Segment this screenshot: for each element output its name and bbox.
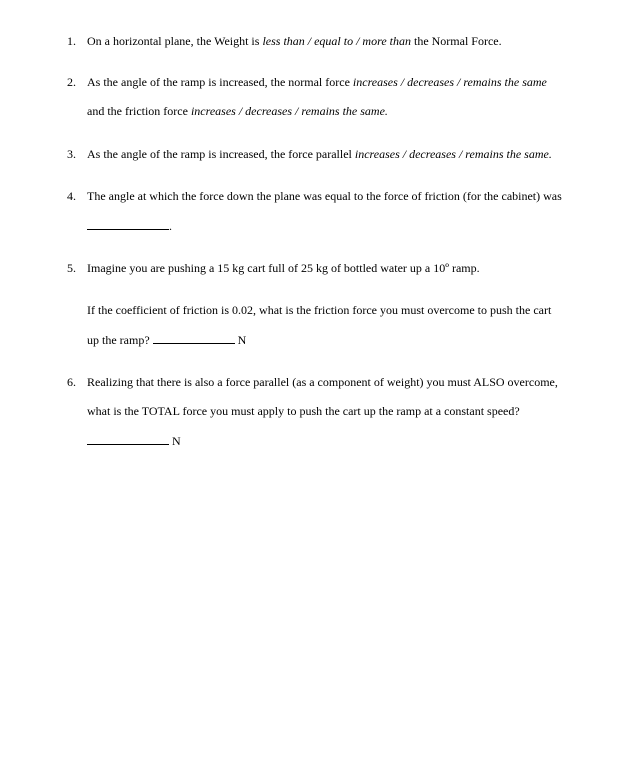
question-text: the Normal Force. xyxy=(410,34,502,48)
answer-blank[interactable] xyxy=(87,218,169,230)
question-number: 3. xyxy=(67,147,76,161)
question-1-line-1 xyxy=(87,34,502,48)
question-5-line-3 xyxy=(87,332,246,347)
blank-suffix: . xyxy=(169,219,172,233)
question-text: up the ramp? xyxy=(87,333,153,347)
answer-choices: less than / equal to / more than xyxy=(262,34,411,48)
question-number: 1. xyxy=(67,34,76,48)
question-text: Imagine you are pushing a 15 kg cart full of 25 kg of bottled water up a 10º ramp. xyxy=(87,261,480,275)
question-text: If the coefficient of friction is 0.02, what is the friction force you must overcome to push the cart xyxy=(87,303,552,317)
question-2-line-1 xyxy=(87,75,547,89)
question-number: 6. xyxy=(67,375,76,389)
answer-choices: increases / decreases / remains the same. xyxy=(354,147,552,161)
question-2-line-2 xyxy=(87,104,388,118)
question-3-line-1 xyxy=(87,147,552,161)
question-text: and the friction force xyxy=(87,104,191,118)
question-text: what is the TOTAL force you must apply to push the cart up the ramp at a constant speed? xyxy=(87,404,520,418)
question-text: As the angle of the ramp is increased, the normal force xyxy=(87,75,353,89)
question-text: Realizing that there is also a force parallel (as a component of weight) you must ALSO overcome, xyxy=(87,375,558,389)
question-text: On a horizontal plane, the Weight is xyxy=(87,34,263,48)
answer-choices: increases / decreases / remains the same. xyxy=(190,104,388,118)
question-number: 2. xyxy=(67,75,76,89)
question-text: The angle at which the force down the plane was equal to the force of friction (for the cabinet) was xyxy=(87,189,562,203)
unit-label: N xyxy=(234,333,247,347)
question-6-line-3 xyxy=(87,433,181,448)
question-number: 5. xyxy=(67,261,76,275)
unit-label: N xyxy=(169,434,181,448)
answer-choices: increases / decreases / remains the same xyxy=(352,75,547,89)
question-4-line-2 xyxy=(87,218,172,233)
question-number: 4. xyxy=(67,189,76,203)
answer-blank[interactable] xyxy=(153,332,235,344)
question-text: As the angle of the ramp is increased, the force parallel xyxy=(87,147,355,161)
answer-blank[interactable] xyxy=(87,433,169,445)
